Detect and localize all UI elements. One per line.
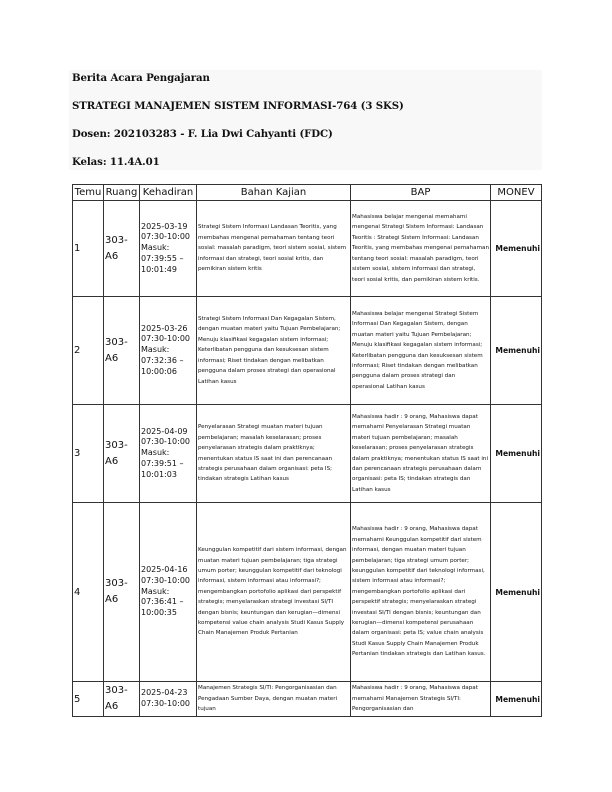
- cell-kehadiran: 2025-04-23 07:30-10:00: [140, 682, 197, 717]
- cell-temu: 5: [73, 682, 104, 717]
- table-row: [73, 682, 542, 717]
- col-header-ruang: Ruang: [104, 185, 140, 201]
- cell-bap: Mahasiswa belajar mengenai memahami mengenai Strategi Sistem Informasi: Landasan Teoritis : Strategi Sistem Informasi: Landasan Teoritis, yang membahas mengenai pemahaman tentang teori sosial: masalah paradigm, teori sistem sosial, sistem informasi dan strategi, teori sosial kritis, dan pemikiran sistem kritis.: [351, 201, 491, 297]
- col-header-monev: MONEV: [491, 185, 542, 201]
- cell-bahan-kajian: Penyelarasan Strategi muatan materi tujuan pembelajaran; masalah keselarasan; proses penyelarasan strategis dalam praktiknya; menentukan status IS saat ini dan perencanaan strategis perusahaan dalam organisasi: peta IS; tindakan strategis Latihan kasus: [197, 405, 351, 503]
- cell-ruang: 303-A6: [104, 503, 140, 682]
- cell-bap: Mahasiswa hadir : 9 orang, Mahasiswa dapat memahami Keunggulan kompetitif dari sistem informasi, dengan muatan materi tujuan pembelajaran; tiga strategi umum porter; keunggulan kompetitif dari teknologi informasi, sistem informasi atau informasi?; mengembangkan portofolio aplikasi dari perspektif strategis; menyelaraskan strategi investasi SI/TI dengan bisnis; keuntungan dan kerugian—dimensi kompetensi perusahaan dalam organisasi: peta IS; value chain analysis Studi Kasus Supply Chain Manajemen Produk Pertanian tindakan strategis dan Latihan kasus.: [351, 503, 491, 682]
- cell-monev: Memenuhi: [491, 201, 542, 297]
- cell-monev: Memenuhi: [491, 682, 542, 717]
- table-row: [73, 201, 542, 297]
- cell-bahan-kajian: Manajemen Strategis SI/TI: Pengorganisasian dan Pengadaan Sumber Daya, dengan muatan materi tujuan: [197, 682, 351, 717]
- course-title: STRATEGI MANAJEMEN SISTEM INFORMASI-764 (3 SKS): [72, 100, 404, 112]
- cell-ruang: 303-A6: [104, 682, 140, 717]
- cell-kehadiran: 2025-03-26 07:30-10:00 Masuk: 07:32:36 – 10:00:06: [140, 297, 197, 405]
- cell-temu: 1: [73, 201, 104, 297]
- cell-temu: 3: [73, 405, 104, 503]
- cell-bahan-kajian: Strategi Sistem Informasi Dan Kegagalan Sistem, dengan muatan materi yaitu Tujuan Pembelajaran; Menuju klasifikasi kegagalan sistem informasi; Keterlibatan pengguna dan kesuksesan sistem informasi; Riset tindakan dengan melibatkan pengguna dalam proses strategi dan operasional Latihan kasus: [197, 297, 351, 405]
- cell-temu: 2: [73, 297, 104, 405]
- cell-bahan-kajian: Keunggulan kompetitif dari sistem informasi, dengan muatan materi tujuan pembelajaran; tiga strategi umum porter; keunggulan kompetitif dari teknologi informasi, sistem informasi atau informasi?; mengembangkan portofolio aplikasi dari perspektif strategis; menyelaraskan strategi investasi SI/TI dengan bisnis; keuntungan dan kerugian—dimensi kompetensi value chain analysis Studi Kasus Supply Chain Manajemen Produk Pertanian: [197, 503, 351, 682]
- col-header-kehadiran: Kehadiran: [140, 185, 197, 201]
- cell-ruang: 303-A6: [104, 201, 140, 297]
- cell-monev: Memenuhi: [491, 503, 542, 682]
- cell-kehadiran: 2025-04-16 07:30-10:00 Masuk: 07:36:41 – 10:00:35: [140, 503, 197, 682]
- cell-bahan-kajian: Strategi Sistem Informasi Landasan Teoritis, yang membahas mengenai pemahaman tentang teori sosial: masalah paradigm, teori sistem sosial, sistem informasi dan strategi, teori sosial kritis, dan pemikiran sistem kritis: [197, 201, 351, 297]
- cell-ruang: 303-A6: [104, 405, 140, 503]
- cell-ruang: 303-A6: [104, 297, 140, 405]
- table-row: [73, 405, 542, 503]
- lecturer-line: Dosen: 202103283 - F. Lia Dwi Cahyanti (FDC): [72, 128, 333, 140]
- cell-bap: Mahasiswa belajar mengenai Strategi Sistem Informasi Dan Kegagalan Sistem, dengan muatan materi yaitu Tujuan Pembelajaran; Menuju klasifikasi kegagalan sistem informasi; Keterlibatan pengguna dan kesuksesan sistem informasi; Riset tindakan dengan melibatkan pengguna dalam proses strategi dan operasional Latihan kasus: [351, 297, 491, 405]
- col-header-bap: BAP: [351, 185, 491, 201]
- table-row: [73, 297, 542, 405]
- table-row: [73, 503, 542, 682]
- cell-kehadiran: 2025-03-19 07:30-10:00 Masuk: 07:39:55 – 10:01:49: [140, 201, 197, 297]
- bap-table: [72, 184, 542, 717]
- col-header-bahan-kajian: Bahan Kajian: [197, 185, 351, 201]
- cell-bap: Mahasiswa hadir : 9 orang, Mahasiswa dapat memahami Manajemen Strategis SI/TI: Pengorganisasian dan: [351, 682, 491, 717]
- class-line: Kelas: 11.4A.01: [72, 156, 160, 168]
- cell-kehadiran: 2025-04-09 07:30-10:00 Masuk: 07:39:51 – 10:01:03: [140, 405, 197, 503]
- cell-bap: Mahasiswa hadir : 9 orang, Mahasiswa dapat memahami Penyelarasan Strategi muatan materi tujuan pembelajaran; masalah keselarasan; proses penyelarasan strategis dalam praktiknya; menentukan status IS saat ini dan perencanaan strategis perusahaan dalam organisasi: peta IS; tindakan strategis dan Latihan kasus: [351, 405, 491, 503]
- col-header-temu: Temu: [73, 185, 104, 201]
- document-title: Berita Acara Pengajaran: [72, 72, 210, 84]
- cell-monev: Memenuhi: [491, 297, 542, 405]
- header-panel: [69, 70, 542, 170]
- cell-monev: Memenuhi: [491, 405, 542, 503]
- table-header-row: [73, 185, 542, 201]
- cell-temu: 4: [73, 503, 104, 682]
